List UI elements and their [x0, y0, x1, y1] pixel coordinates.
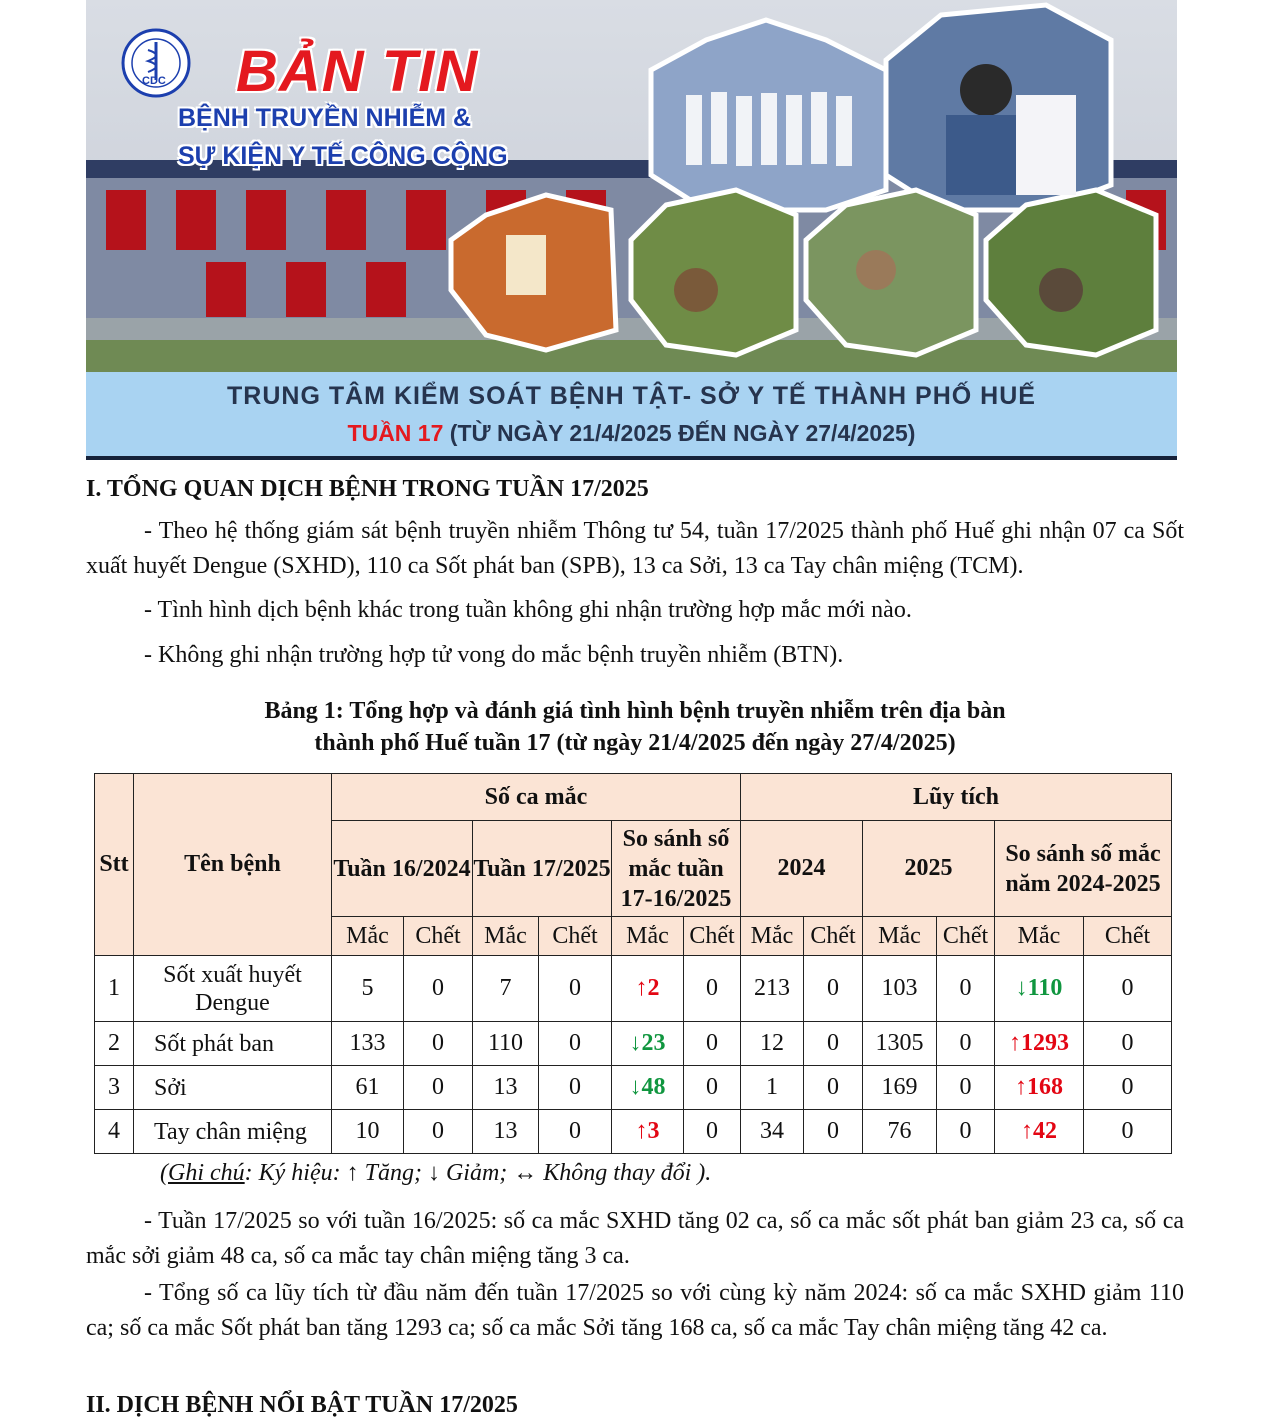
overview-paragraph-1-text: - Theo hệ thống giám sát bệnh truyền nhiễm Thông tư 54, tuần 17/2025 thành phố Huế ghi nhận 07 ca Sốt xuất huyết Dengue (SXHD), 110 ca Sốt phát ban (SPB), 13 ca Sởi, 13 ca Tay chân miệng (TCM). — [86, 518, 1184, 579]
header-mac: Mắc — [995, 917, 1084, 956]
cell-2025-mac: 169 — [863, 1066, 937, 1110]
overview-paragraph-3-text: - Không ghi nhận trường hợp tử vong do mắc bệnh truyền nhiễm (BTN). — [144, 642, 844, 668]
header-disease-name: Tên bệnh — [134, 774, 332, 956]
cell-compare-week-chet: 0 — [684, 956, 741, 1022]
cell-w16-mac: 61 — [332, 1066, 404, 1110]
logo-label: CDC — [142, 75, 166, 87]
header-mac: Mắc — [473, 917, 539, 956]
cell-w16-chet: 0 — [404, 1110, 473, 1154]
cell-compare-year-chet: 0 — [1084, 1066, 1172, 1110]
cell-stt: 4 — [95, 1110, 134, 1154]
table-row — [95, 1110, 1172, 1154]
header-mac: Mắc — [332, 917, 404, 956]
overview-paragraph-2 — [86, 593, 1184, 628]
disease-statistics-table — [94, 773, 1172, 1154]
organization-name: TRUNG TÂM KIỂM SOÁT BỆNH TẬT- SỞ Y TẾ THÀNH PHỐ HUẾ — [227, 382, 1036, 410]
overview-paragraph-3 — [86, 638, 1184, 673]
header-stt: Stt — [95, 774, 134, 956]
header-mac: Mắc — [741, 917, 804, 956]
header-mac: Mắc — [863, 917, 937, 956]
cell-2025-mac: 103 — [863, 956, 937, 1022]
cell-compare-week-chet: 0 — [684, 1110, 741, 1154]
cell-2025-chet: 0 — [937, 1066, 995, 1110]
cell-compare-week-mac: ↑3 — [612, 1110, 684, 1154]
table-caption-line2: thành phố Huế tuần 17 (từ ngày 21/4/2025 đến ngày 27/4/2025) — [314, 730, 956, 756]
cell-w16-mac: 10 — [332, 1110, 404, 1154]
cell-w17-mac: 13 — [473, 1110, 539, 1154]
cell-w16-chet: 0 — [404, 956, 473, 1022]
table-caption-line1: Bảng 1: Tổng hợp và đánh giá tình hình bệnh truyền nhiễm trên địa bàn — [264, 698, 1006, 724]
cell-compare-year-chet: 0 — [1084, 956, 1172, 1022]
analysis-paragraph-1-text: - Tuần 17/2025 so với tuần 16/2025: số ca mắc SXHD tăng 02 ca, số ca mắc sốt phát ban giảm 23 ca, số ca mắc sởi giảm 48 ca, số ca mắc tay chân miệng tăng 3 ca. — [86, 1208, 1184, 1269]
header-chet: Chết — [1084, 917, 1172, 956]
header-cumulative: Lũy tích — [741, 774, 1172, 821]
cell-2024-chet: 0 — [804, 1022, 863, 1066]
cell-2025-chet: 0 — [937, 1110, 995, 1154]
cell-disease-name: Tay chân miệng — [134, 1110, 332, 1154]
cell-compare-week-mac: ↑2 — [612, 956, 684, 1022]
table-caption — [86, 695, 1184, 759]
cell-w17-mac: 7 — [473, 956, 539, 1022]
cell-2024-mac: 213 — [741, 956, 804, 1022]
header-chet: Chết — [539, 917, 612, 956]
banner-subtitle-line2: SỰ KIỆN Y TẾ CÔNG CỘNG — [178, 142, 508, 170]
header-chet: Chết — [804, 917, 863, 956]
cell-w17-chet: 0 — [539, 1066, 612, 1110]
cell-w17-chet: 0 — [539, 1022, 612, 1066]
header-chet: Chết — [937, 917, 995, 956]
cell-2024-mac: 12 — [741, 1022, 804, 1066]
cell-compare-week-chet: 0 — [684, 1022, 741, 1066]
cell-w16-chet: 0 — [404, 1022, 473, 1066]
header-week16-2024: Tuần 16/2024 — [332, 821, 473, 917]
cell-disease-name: Sởi — [134, 1066, 332, 1110]
header-compare-week: So sánh số mắc tuần 17-16/2025 — [612, 821, 741, 917]
header-compare-year: So sánh số mắc năm 2024-2025 — [995, 821, 1172, 917]
banner-title: BẢN TIN — [236, 39, 479, 104]
note-text: : Ký hiệu: ↑ Tăng; ↓ Giảm; ↔ Không thay đổi ). — [244, 1160, 712, 1186]
cell-compare-year-mac: ↑168 — [995, 1066, 1084, 1110]
table-row — [95, 956, 1172, 1022]
cell-compare-week-mac: ↓23 — [612, 1022, 684, 1066]
cell-stt: 1 — [95, 956, 134, 1022]
header-mac: Mắc — [612, 917, 684, 956]
cdc-logo-icon — [114, 28, 198, 98]
note-label: Ghi chú — [168, 1160, 245, 1186]
overview-paragraph-2-text: - Tình hình dịch bệnh khác trong tuần không ghi nhận trường hợp mắc mới nào. — [144, 597, 912, 623]
cell-w17-mac: 13 — [473, 1066, 539, 1110]
cell-disease-name: Sốt phát ban — [134, 1022, 332, 1066]
cell-w17-chet: 0 — [539, 1110, 612, 1154]
cell-compare-year-chet: 0 — [1084, 1022, 1172, 1066]
section-1-heading: I. TỔNG QUAN DỊCH BỆNH TRONG TUẦN 17/2025 — [86, 476, 649, 502]
header-week17-2025: Tuần 17/2025 — [473, 821, 612, 917]
cell-w16-mac: 5 — [332, 956, 404, 1022]
header-cases: Số ca mắc — [332, 774, 741, 821]
cell-compare-week-mac: ↓48 — [612, 1066, 684, 1110]
cell-w17-mac: 110 — [473, 1022, 539, 1066]
analysis-paragraph-2 — [86, 1276, 1184, 1346]
banner-footer-rule — [86, 456, 1177, 460]
table-row — [95, 1022, 1172, 1066]
cell-w16-chet: 0 — [404, 1066, 473, 1110]
cell-stt: 3 — [95, 1066, 134, 1110]
cell-2024-chet: 0 — [804, 956, 863, 1022]
cell-2024-mac: 34 — [741, 1110, 804, 1154]
cell-2025-chet: 0 — [937, 956, 995, 1022]
bulletin-banner — [86, 0, 1177, 460]
cell-compare-year-chet: 0 — [1084, 1110, 1172, 1154]
cell-2024-mac: 1 — [741, 1066, 804, 1110]
section-2-heading: II. DỊCH BỆNH NỔI BẬT TUẦN 17/2025 — [86, 1392, 518, 1418]
table-note: (Ghi chú: Ký hiệu: ↑ Tăng; ↓ Giảm; ↔ Không thay đổi ). — [160, 1160, 712, 1186]
week-line — [86, 420, 1177, 447]
cell-2024-chet: 0 — [804, 1066, 863, 1110]
table-row — [95, 1066, 1172, 1110]
cell-2024-chet: 0 — [804, 1110, 863, 1154]
cell-stt: 2 — [95, 1022, 134, 1066]
date-range: (TỪ NGÀY 21/4/2025 ĐẾN NGÀY 27/4/2025) — [449, 420, 916, 446]
cell-2025-mac: 76 — [863, 1110, 937, 1154]
week-label: TUẦN 17 — [347, 420, 444, 446]
header-year-2025: 2025 — [863, 821, 995, 917]
analysis-paragraph-2-text: - Tổng số ca lũy tích từ đầu năm đến tuần 17/2025 so với cùng kỳ năm 2024: số ca mắc SXHD giảm 110 ca; số ca mắc Sốt phát ban tăng 1293 ca; số ca mắc Sởi tăng 168 ca, số ca mắc Tay chân miệng tăng 42 ca. — [86, 1280, 1184, 1341]
cell-2025-mac: 1305 — [863, 1022, 937, 1066]
cell-compare-year-mac: ↑42 — [995, 1110, 1084, 1154]
cell-disease-name: Sốt xuất huyết Dengue — [134, 956, 332, 1022]
cell-2025-chet: 0 — [937, 1022, 995, 1066]
header-chet: Chết — [684, 917, 741, 956]
cell-w17-chet: 0 — [539, 956, 612, 1022]
overview-paragraph-1 — [86, 514, 1184, 584]
cell-w16-mac: 133 — [332, 1022, 404, 1066]
header-year-2024: 2024 — [741, 821, 863, 917]
cell-compare-year-mac: ↓110 — [995, 956, 1084, 1022]
cell-compare-week-chet: 0 — [684, 1066, 741, 1110]
banner-subtitle-line1: BỆNH TRUYỀN NHIỄM & — [178, 104, 472, 132]
header-chet: Chết — [404, 917, 473, 956]
analysis-paragraph-1 — [86, 1204, 1184, 1274]
cell-compare-year-mac: ↑1293 — [995, 1022, 1084, 1066]
